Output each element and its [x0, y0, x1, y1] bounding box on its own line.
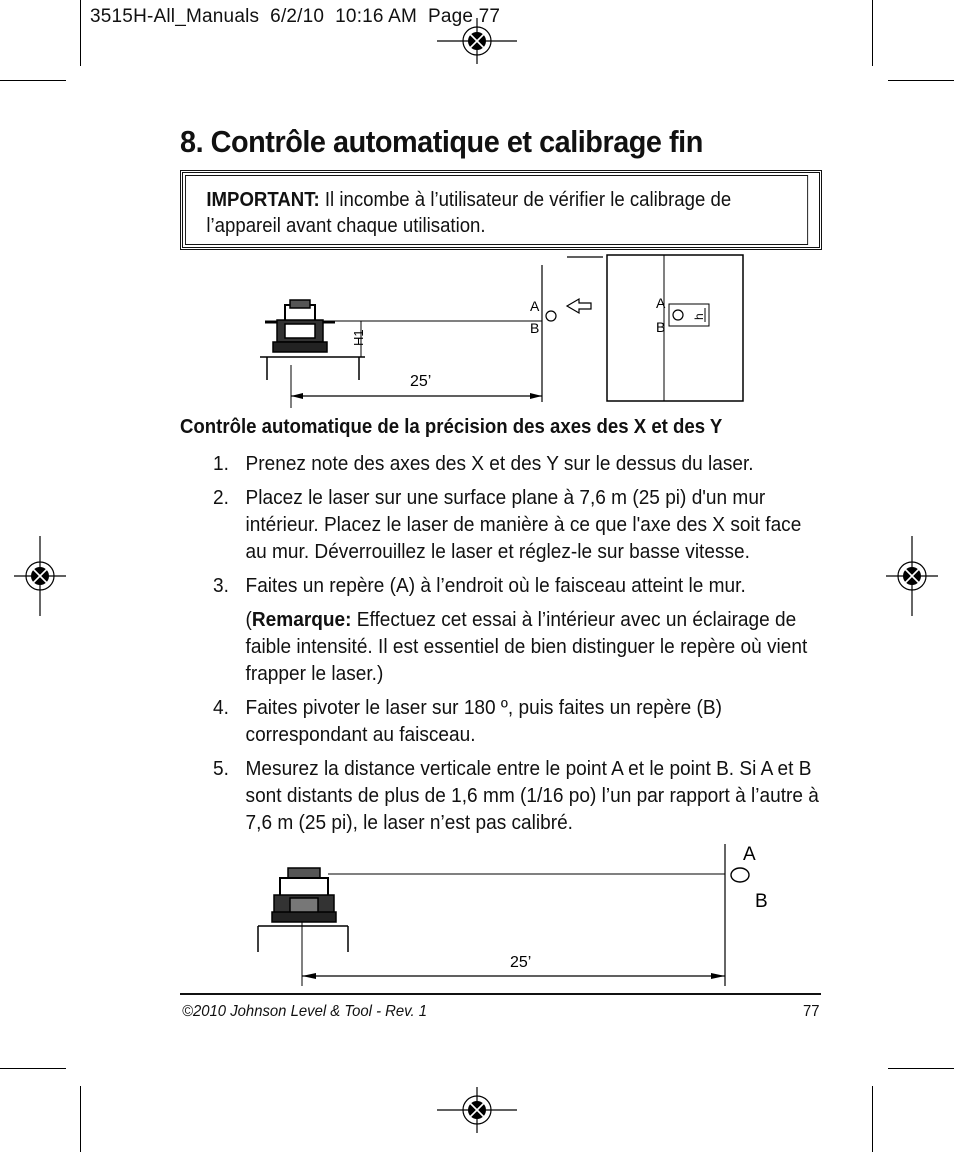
crop-mark	[888, 1068, 954, 1069]
crop-mark	[872, 1086, 873, 1152]
crop-mark	[80, 1086, 81, 1152]
list-item	[213, 694, 827, 748]
registration-mark-right-icon	[886, 536, 938, 616]
figure-laser-mark-b	[250, 840, 790, 990]
step-number: 1.	[213, 452, 229, 475]
note-text: Effectuez cet essai à l’intérieur avec un éclairage de faible intensité. Il est essentiel de bien distinguer le repère où vient frapper le laser.)	[245, 608, 808, 685]
point-b-label: B	[755, 891, 768, 912]
point-a-label: A	[743, 844, 756, 865]
crop-mark	[0, 80, 66, 81]
list-item	[213, 755, 827, 836]
important-label: IMPORTANT:	[206, 189, 320, 211]
detail-point-a-label: A	[656, 295, 666, 311]
distance-label: 25’	[510, 954, 532, 971]
step-text: Mesurez la distance verticale entre le point A et le point B. Si A et B sont distants de plus de 1,6 mm (1/16 po) l’un par rapport à l’autre à 7,6 m (25 pi), le laser n’est pas calibré.	[245, 757, 819, 834]
step-number: 5.	[213, 757, 229, 780]
arrow-left-icon	[567, 299, 591, 313]
crop-mark	[872, 0, 873, 66]
print-slug: 3515H-All_Manuals 6/2/10 10:16 AM Page 77	[90, 6, 501, 27]
crop-mark	[80, 0, 81, 66]
crop-mark	[0, 1068, 66, 1069]
wall-detail-box	[607, 255, 743, 401]
distance-label: 25’	[410, 373, 432, 390]
detail-point-b-label: B	[656, 319, 666, 335]
figure-laser-mark-a	[255, 250, 755, 410]
registration-mark-left-icon	[14, 536, 66, 616]
mark-circle	[546, 311, 556, 321]
step-text: Faites un repère (A) à l’endroit où le faisceau atteint le mur.	[245, 574, 746, 597]
step-number: 2.	[213, 486, 229, 509]
rotary-laser-icon	[265, 300, 335, 352]
step-text: Placez le laser sur une surface plane à 7,6 m (25 pi) d'un mur intérieur. Placez le laser de manière à ce que l'axe des X soit face au mur. Déverrouillez le laser et réglez-le sur basse vitesse.	[245, 486, 802, 563]
list-item	[213, 450, 827, 477]
page-number: 77	[803, 1003, 820, 1020]
important-notice-box	[180, 170, 822, 250]
important-notice	[185, 175, 808, 245]
registration-mark-bottom-icon	[437, 1087, 517, 1133]
step-text: Faites pivoter le laser sur 180 º, puis faites un repère (B) correspondant au faisceau.	[245, 696, 722, 746]
registration-mark-top-icon	[437, 18, 517, 64]
crop-mark	[888, 80, 954, 81]
important-text: Il incombe à l’utilisateur de vérifier le calibrage de l’appareil avant chaque utilisation.	[206, 189, 732, 237]
list-item	[213, 572, 827, 687]
footer-copyright: ©2010 Johnson Level & Tool - Rev. 1	[182, 1003, 428, 1020]
page-title: 8. Contrôle automatique et calibrage fin	[180, 124, 703, 159]
point-a-label: A	[530, 298, 540, 314]
note-label: Remarque:	[251, 608, 352, 631]
step-number: 3.	[213, 574, 229, 597]
footer-rule	[180, 993, 821, 995]
step-note	[246, 606, 827, 687]
step-text: Prenez note des axes des X et des Y sur le dessus du laser.	[245, 452, 754, 475]
step-number: 4.	[213, 696, 229, 719]
note-paren: (	[245, 608, 252, 631]
instruction-list	[213, 450, 827, 843]
detail-h-label: h	[692, 313, 706, 320]
list-item	[213, 484, 827, 565]
rotary-laser-icon	[272, 868, 336, 922]
section-subheading: Contrôle automatique de la précision des axes des X et des Y	[180, 416, 723, 438]
height-label: H1	[351, 329, 366, 346]
point-b-label: B	[530, 320, 540, 336]
mark-circle	[731, 868, 749, 882]
